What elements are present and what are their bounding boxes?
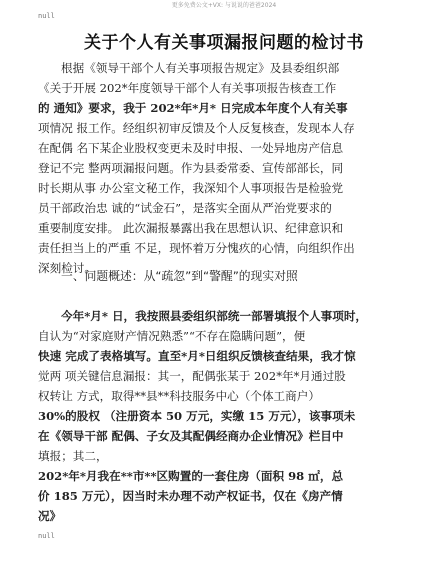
text-line: 在配偶 名下某企业股权变更未及时申报、一处异地房产信息 (38, 141, 344, 155)
text-line: 责任担当上的严重 不足，现怀着万分愧疚的心情，向组织作出 (38, 241, 355, 255)
text-line: 项情况 报工作。经组织初审反馈及个人反复核查，发现本人存 (38, 121, 355, 135)
text-line: 《关于开展 202*年度领导干部个人有关事项报告核查工作 (38, 81, 337, 95)
text-line: 觉两 项关键信息漏报：其一，配偶张某于 202*年*月通过股 (38, 369, 346, 383)
text-line: 登记不完 整两项漏报问题。作为县委常委、宣传部部长，同 (38, 161, 344, 175)
text-line: 今年*月* 日，我按照县委组织部统一部署填报个人事项时， (61, 309, 368, 323)
text-line: 填报；其二， (38, 449, 108, 463)
section-heading: 一、问题概述：从“疏忽”到“警醒”的现实对照 (61, 269, 298, 283)
text-line: 的 通知》要求，我于 202*年*月* 日完成本年度个人有关事 (38, 101, 348, 115)
text-line: 30%的股权 （注册资本 50 万元，实缴 15 万元），该事项未 (38, 409, 356, 423)
text-line: 快速 完成了表格填写。直至*月*日组织反馈核查结果，我才惊 (38, 349, 356, 363)
top-watermark: 更多免费公文+VX: 与说说的爸爸2024 (171, 2, 277, 9)
text-line: 重要制度安排。 此次漏报暴露出我在思想认识、纪律意识和 (38, 221, 344, 235)
null-label-top: null (38, 12, 55, 20)
text-line: 员干部政治忠 诚的“试金石”，是落实全面从严治党要求的 (38, 201, 332, 215)
text-line: 根据《领导干部个人有关事项报告规定》及县委组织部 (61, 61, 340, 75)
text-line: 况》 (38, 509, 62, 523)
text-line: 权转让 方式，取得**县**科技服务中心（个体工商户） (38, 389, 320, 403)
text-line: 202*年*月我在**市**区购置的一套住房（面积 98 ㎡，总 (38, 469, 344, 483)
text-line: 深刻检讨。 (38, 261, 96, 275)
text-line: 价 185 万元），因当时未办理不动产权证书，仅在《房产情 (38, 489, 343, 503)
null-label-bottom: null (38, 532, 55, 540)
paragraph-overview (38, 306, 410, 526)
text-line: 时长期从事 办公室文秘工作，我深知个人事项报告是检验党 (38, 181, 344, 195)
paragraph-intro (38, 58, 410, 278)
text-line: 在《领导干部 配偶、子女及其配偶经商办企业情况》栏目中 (38, 429, 344, 443)
text-line: 自认为“对家庭财产情况熟悉”“不存在隐瞒问题”，便 (38, 329, 306, 343)
document-title: 关于个人有关事项漏报问题的检讨书 (84, 33, 364, 53)
